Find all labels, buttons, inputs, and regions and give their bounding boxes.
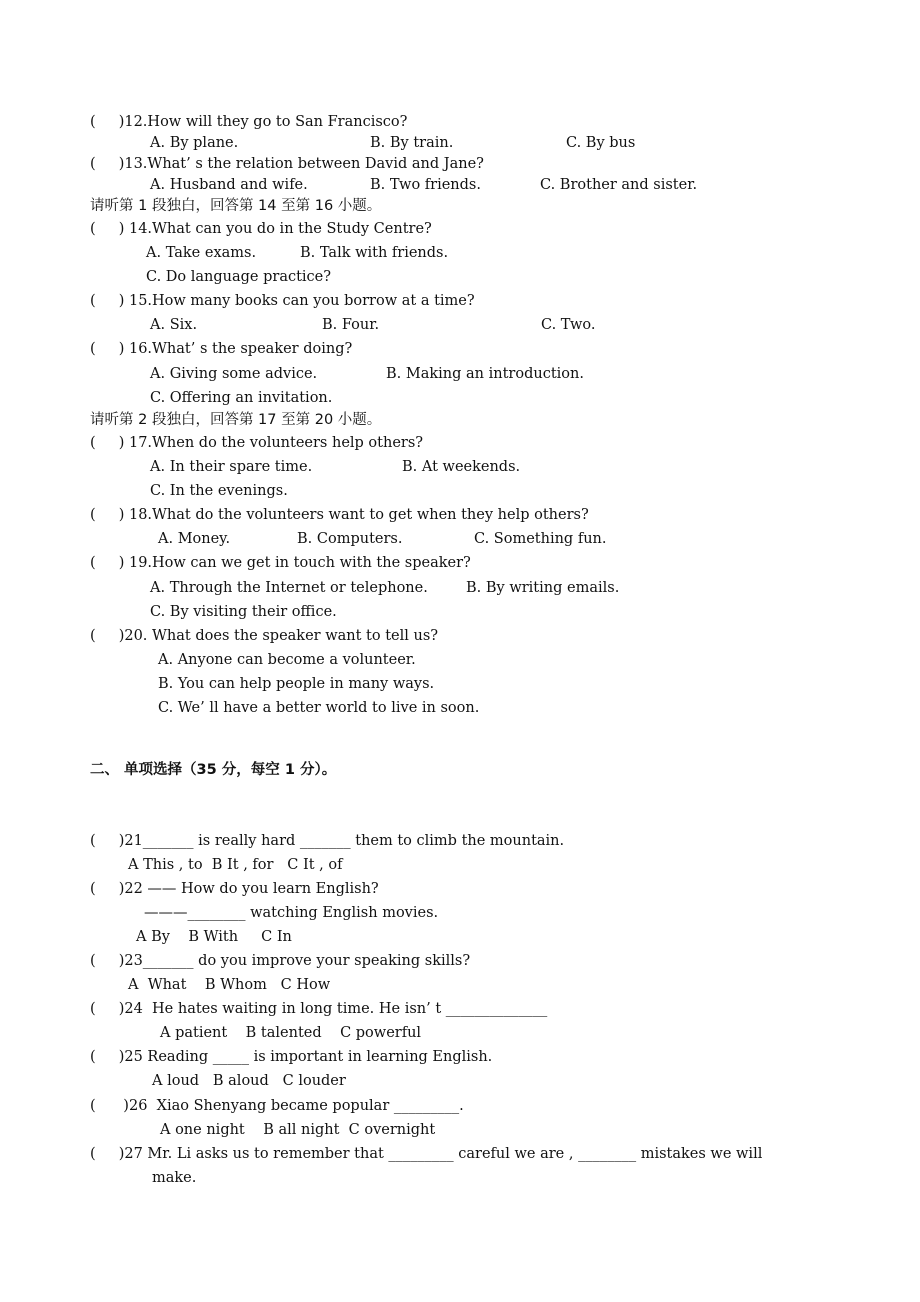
question-23-stem: ( )23_______ do you improve your speaking skills? — [90, 953, 471, 969]
question-15-option-b: B. Four. — [322, 317, 380, 333]
question-26-stem: ( )26 Xiao Shenyang became popular _________. — [90, 1098, 464, 1114]
question-20-option-b: B. You can help people in many ways. — [158, 676, 435, 692]
question-20-option-a: A. Anyone can become a volunteer. — [158, 652, 416, 668]
question-16-option-c: C. Offering an invitation. — [150, 390, 333, 406]
question-13-option-a: A. Husband and wife. — [150, 177, 308, 193]
question-12-stem: ( )12.How will they go to San Francisco? — [90, 114, 408, 130]
question-25-stem: ( )25 Reading _____ is important in learning English. — [90, 1049, 493, 1065]
question-17-option-a: A. In their spare time. — [150, 459, 313, 475]
question-17-option-c: C. In the evenings. — [150, 483, 288, 499]
question-20-stem: ( )20. What does the speaker want to tell us? — [90, 628, 439, 644]
question-24-options: A patient B talented C powerful — [160, 1025, 422, 1041]
question-22-reply: ———________ watching English movies. — [144, 905, 439, 921]
question-22-options: A By B With C In — [136, 929, 292, 945]
question-19-option-b: B. By writing emails. — [466, 580, 620, 596]
question-14-option-c: C. Do language practice? — [146, 269, 332, 285]
question-14-stem: ( ) 14.What can you do in the Study Centre? — [90, 221, 432, 237]
question-22-stem: ( )22 —— How do you learn English? — [90, 881, 379, 897]
question-23-options: A What B Whom C How — [128, 977, 331, 993]
instruction-monologue-2: 请听第 2 段独白，回答第 17 至第 20 小题。 — [90, 412, 382, 428]
question-14-option-b: B. Talk with friends. — [300, 245, 449, 261]
question-19-option-c: C. By visiting their office. — [150, 604, 337, 620]
question-12-option-c: C. By bus — [566, 135, 636, 151]
question-13-option-c: C. Brother and sister. — [540, 177, 698, 193]
question-16-stem: ( ) 16.What’ s the speaker doing? — [90, 341, 353, 357]
question-15-option-c: C. Two. — [541, 317, 596, 333]
question-13-stem: ( )13.What’ s the relation between David and Jane? — [90, 156, 484, 172]
question-13-option-b: B. Two friends. — [370, 177, 481, 193]
instruction-monologue-1: 请听第 1 段独白，回答第 14 至第 16 小题。 — [90, 198, 382, 214]
question-17-stem: ( ) 17.When do the volunteers help others? — [90, 435, 424, 451]
question-14-option-a: A. Take exams. — [146, 245, 257, 261]
question-18-option-c: C. Something fun. — [474, 531, 607, 547]
question-18-option-b: B. Computers. — [297, 531, 403, 547]
question-25-options: A loud B aloud C louder — [152, 1073, 346, 1089]
question-27-continuation: make. — [152, 1170, 197, 1186]
question-16-option-a: A. Giving some advice. — [150, 366, 318, 382]
question-21-options: A This , to B It , for C It , of — [128, 857, 343, 873]
question-18-option-a: A. Money. — [158, 531, 231, 547]
question-20-option-c: C. We’ ll have a better world to live in soon. — [158, 700, 480, 716]
question-12-option-b: B. By train. — [370, 135, 454, 151]
question-15-option-a: A. Six. — [150, 317, 198, 333]
question-27-stem: ( )27 Mr. Li asks us to remember that _________ careful we are , ________ mistakes we will — [90, 1146, 763, 1162]
question-19-option-a: A. Through the Internet or telephone. — [150, 580, 428, 596]
question-16-option-b: B. Making an introduction. — [386, 366, 584, 382]
question-24-stem: ( )24 He hates waiting in long time. He isn’ t ______________ — [90, 1001, 548, 1017]
question-17-option-b: B. At weekends. — [402, 459, 521, 475]
question-26-options: A one night B all night C overnight — [160, 1122, 436, 1138]
question-15-stem: ( ) 15.How many books can you borrow at a time? — [90, 293, 475, 309]
question-18-stem: ( ) 18.What do the volunteers want to get when they help others? — [90, 507, 589, 523]
question-12-option-a: A. By plane. — [150, 135, 239, 151]
section-heading-single-choice: 二、 单项选择（35 分，每空 1 分）。 — [90, 762, 337, 778]
question-19-stem: ( ) 19.How can we get in touch with the speaker? — [90, 555, 471, 571]
question-21-stem: ( )21_______ is really hard _______ them to climb the mountain. — [90, 833, 565, 849]
